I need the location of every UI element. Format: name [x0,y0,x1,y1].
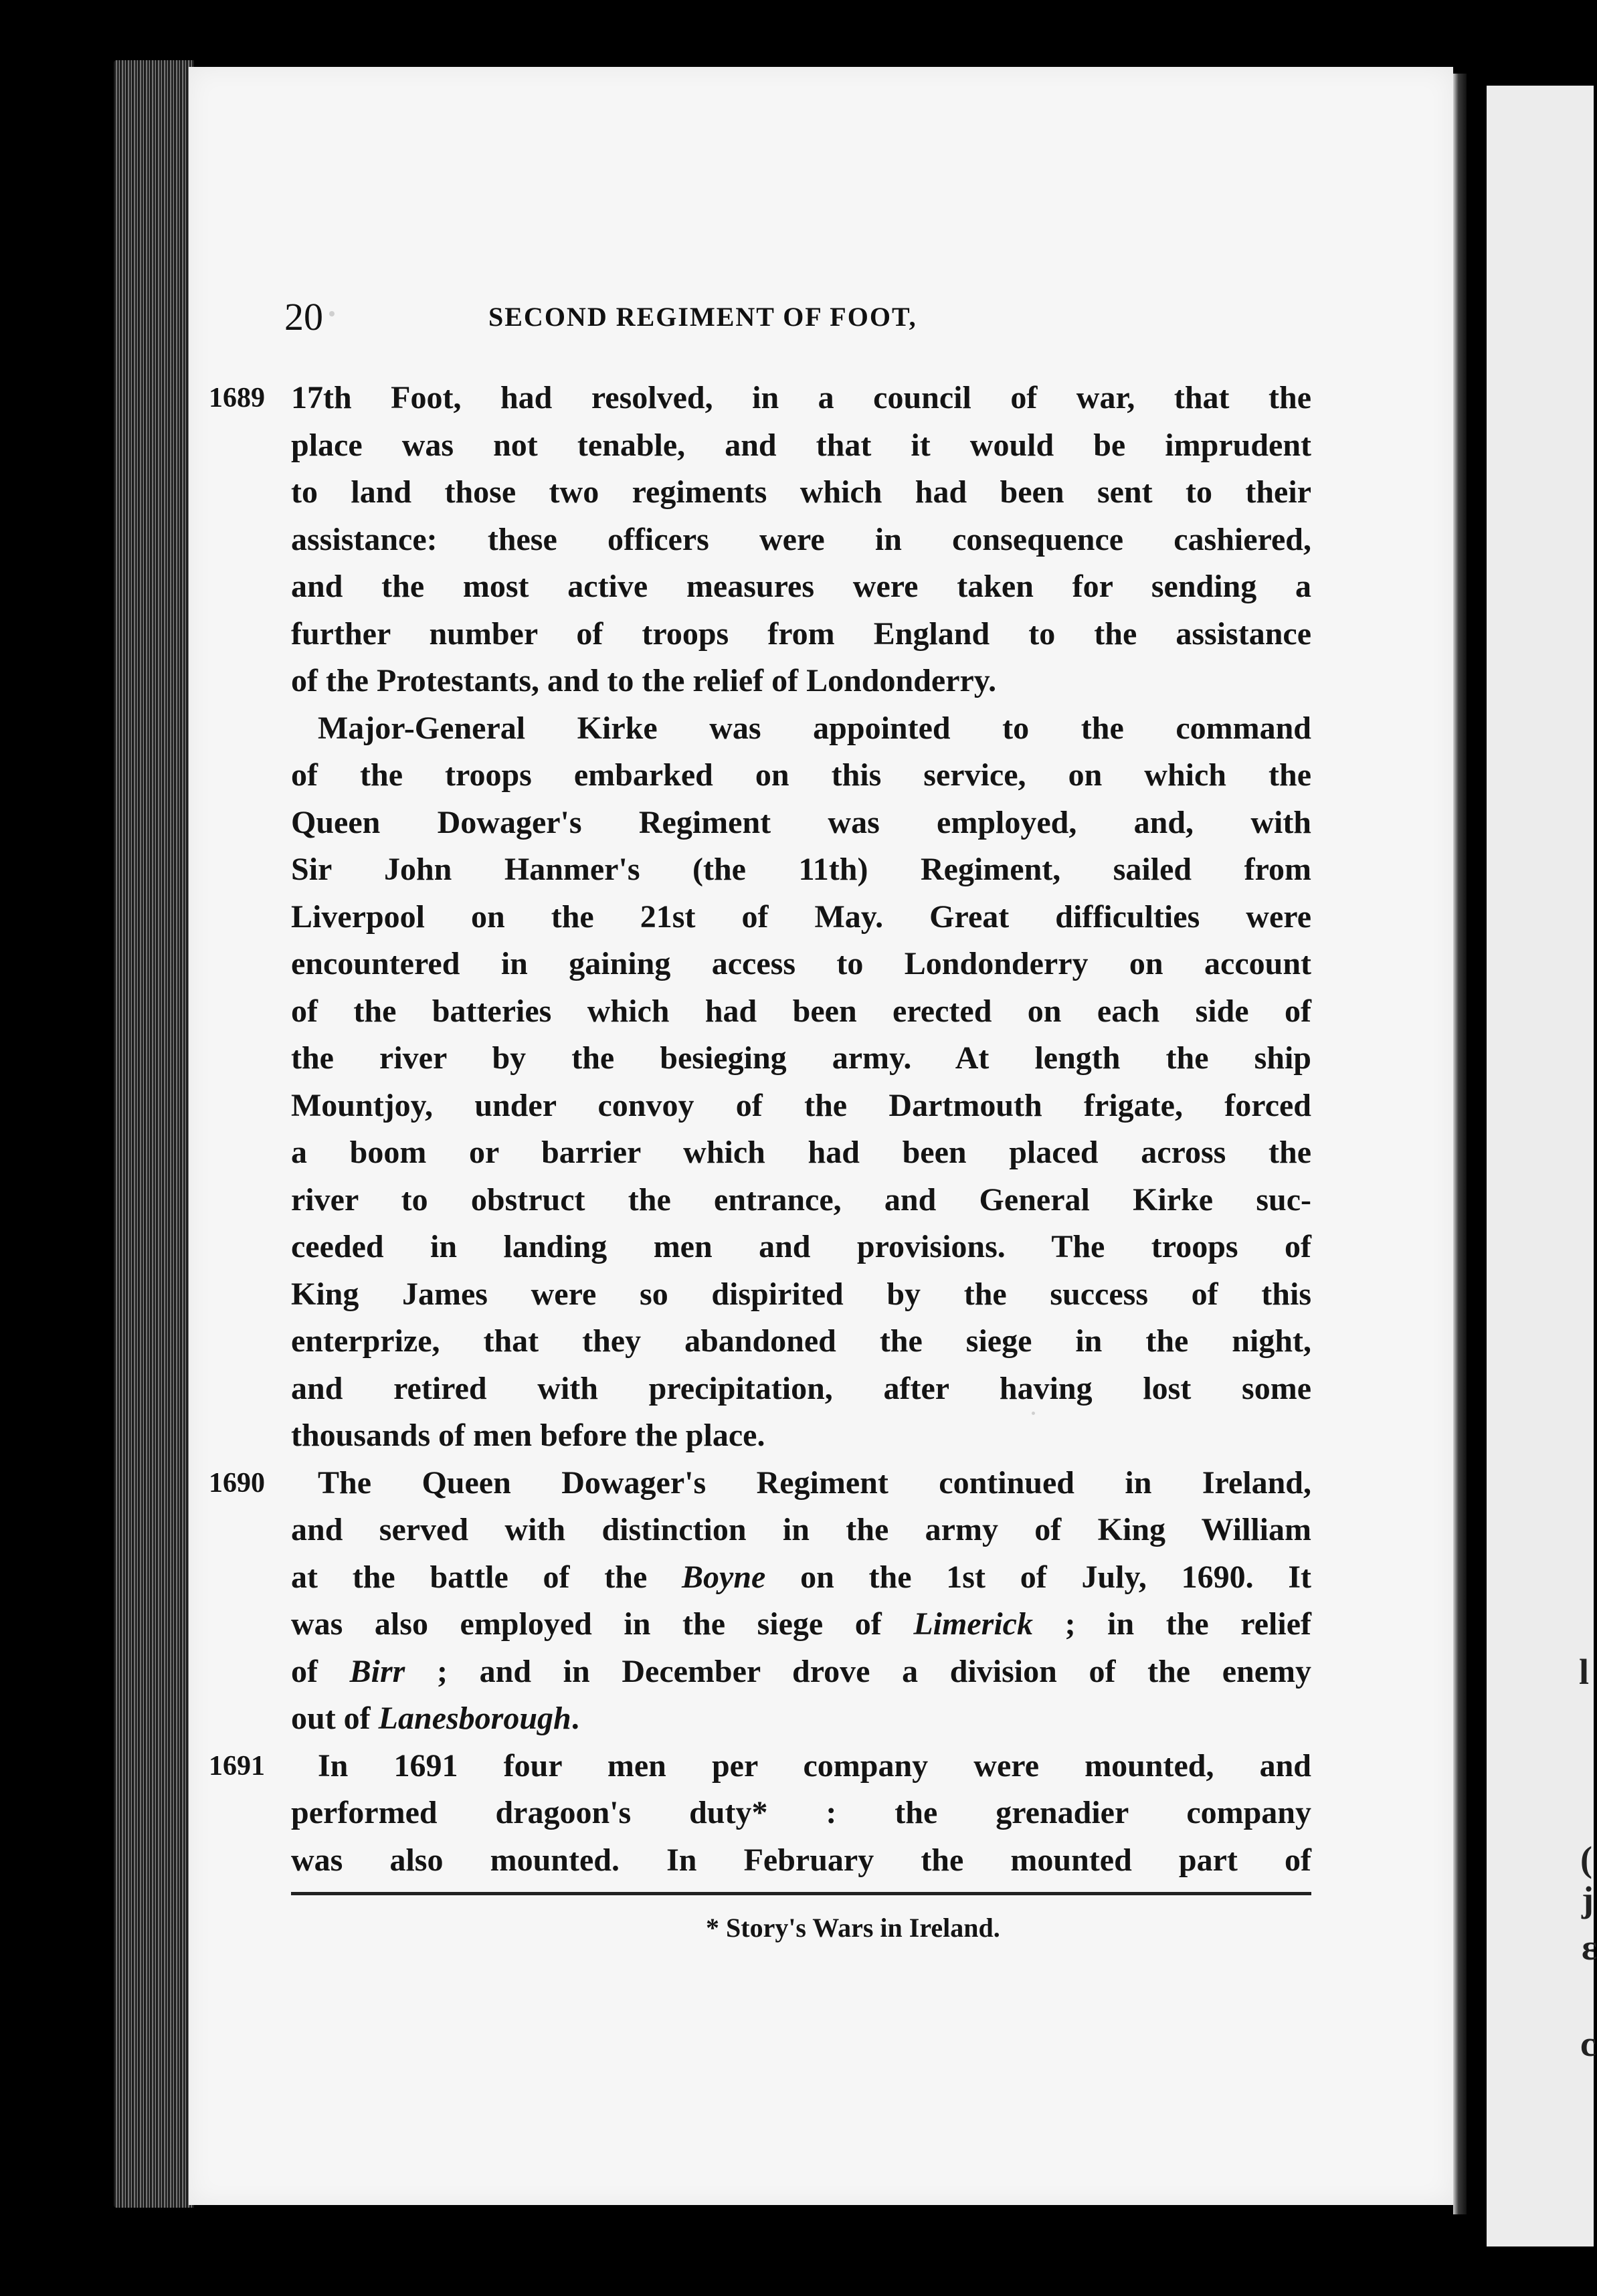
text-line: of the Protestants, and to the relief of Londonderry. [291,663,997,698]
text-line: and served with distinction in the army of King William [291,1512,1311,1547]
text-line: Liverpool on the 21st of May. Great difficulties were [291,898,1311,935]
text-line: performed dragoon's duty* : the grenadier company [291,1795,1311,1830]
text-line: thousands of men before the place. [291,1418,765,1453]
paragraph-1689 [0,375,1594,705]
page-header [0,294,1594,341]
text-line: to land those two regiments which had been sent to their [291,474,1311,510]
page-number: 20 [284,295,323,339]
text-line: was also mounted. In February the mounted part of [291,1842,1311,1878]
text-line: ceeded in landing men and provisions. The troops of [291,1229,1311,1264]
text-line: Queen Dowager's Regiment was employed, and, with [291,804,1311,840]
footnote-rule [291,1892,1311,1895]
text-line: King James were so dispirited by the success of this [291,1276,1311,1312]
paragraph-1691 [0,1743,1594,1885]
text-line: 17th Foot, had resolved, in a council of war, that the [291,380,1311,415]
text-line: and retired with precipitation, after having lost some [291,1370,1311,1406]
text-line: enterprize, that they abandoned the siege in the night, [291,1323,1311,1359]
text-line: Sir John Hanmer's (the 11th) Regiment, sailed from [291,852,1311,887]
footnote: * Story's Wars in Ireland. [706,1913,1000,1943]
running-head: SECOND REGIMENT OF FOOT, [488,302,917,332]
text-line: of Birr ; and in December drove a division of the enemy [291,1653,1312,1689]
text-line: Major-General Kirke was appointed to the command [318,710,1311,746]
text-line: and the most active measures were taken for sending a [291,569,1311,604]
text-line: The Queen Dowager's Regiment continued in Ireland, [318,1464,1311,1501]
text-line: river to obstruct the entrance, and General Kirke suc- [291,1181,1311,1218]
text-line: was also employed in the siege of Limerick ; in the relief [291,1606,1311,1642]
facing-page-glyph: ( [1580,1839,1592,1879]
text-line: encountered in gaining access to Londonderry on account [291,946,1311,981]
text-line: at the battle of the Boyne on the 1st of July, 1690. It [291,1559,1311,1595]
text-line: a boom or barrier which had been placed across the [291,1135,1311,1170]
body-text [0,375,1594,1884]
text-line: assistance: these officers were in consequence cashiered, [291,521,1311,557]
text-line: of the troops embarked on this service, on which the [291,757,1311,793]
text-line: Mountjoy, under convoy of the Dartmouth frigate, forced [291,1087,1311,1123]
margin-year: 1690 [209,1467,265,1499]
paragraph-kirke [0,705,1594,1460]
text-line: place was not tenable, and that it would be imprudent [291,427,1311,463]
text-line: the river by the besieging army. At length the ship [291,1040,1311,1076]
facing-page-glyph: j [1582,1879,1594,1919]
margin-year: 1689 [209,383,265,413]
facing-page-glyph: l [1579,1652,1590,1692]
paragraph-1690 [0,1460,1594,1743]
text-line: out of Lanesborough. [291,1701,579,1736]
text-line: of the batteries which had been erected on each side of [291,993,1311,1029]
facing-page-glyph: c [1580,2024,1596,2064]
text-line: In 1691 four men per company were mounted, and [318,1747,1311,1784]
facing-page-glyph: ε [1582,1927,1597,1968]
margin-year: 1691 [209,1750,265,1782]
text-line: further number of troops from England to the assistance [291,615,1311,652]
